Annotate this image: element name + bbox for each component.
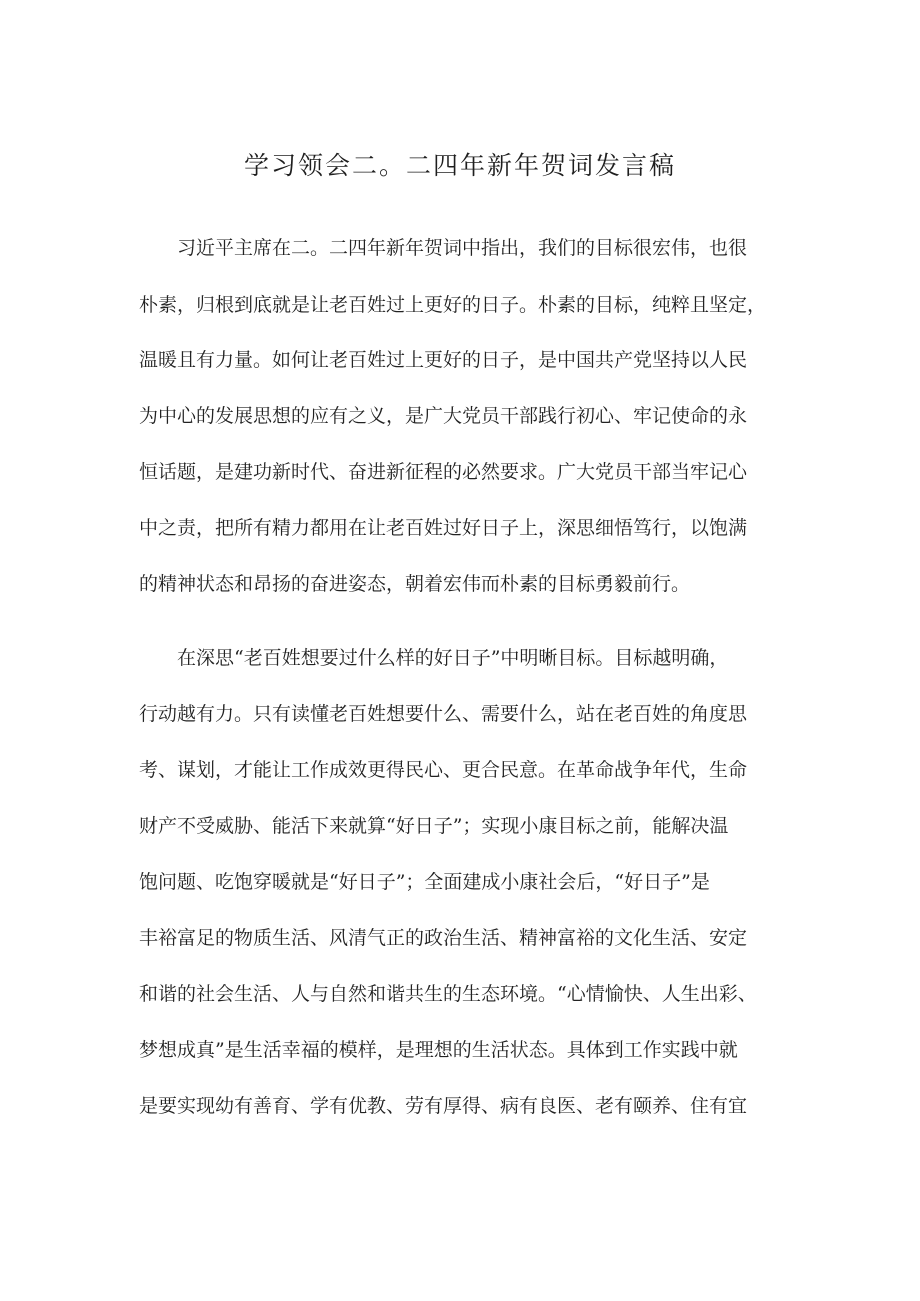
paragraph-2-line-9: 是要实现幼有善育、学有优教、劳有厚得、病有良医、老有颐养、住有宜 xyxy=(139,1095,748,1117)
document-title: 学习领会二。二四年新年贺词发言稿 xyxy=(243,151,676,180)
paragraph-2-line-2: 行动越有力。只有读懂老百姓想要什么、需要什么，站在老百姓的角度思 xyxy=(139,703,748,725)
paragraph-2-line-1: 在深思“老百姓想要过什么样的好日子”中明晰目标。目标越明确， xyxy=(177,647,729,669)
paragraph-2-line-4: 财产不受威胁、能活下来就算“好日子”；实现小康目标之前，能解决温 xyxy=(139,815,729,837)
paragraph-2-line-7: 和谐的社会生活、人与自然和谐共生的生态环境。“心情愉快、人生出彩、 xyxy=(139,983,757,1005)
paragraph-1-line-7: 的精神状态和昂扬的奋进姿态，朝着宏伟而朴素的目标勇毅前行。 xyxy=(139,573,691,595)
paragraph-1-line-3: 温暖且有力量。如何让老百姓过上更好的日子，是中国共产党坚持以人民 xyxy=(139,349,748,371)
paragraph-2-line-8: 梦想成真”是生活幸福的模样，是理想的生活状态。具体到工作实践中就 xyxy=(139,1039,738,1061)
paragraph-1-line-6: 中之责，把所有精力都用在让老百姓过好日子上，深思细悟笃行，以饱满 xyxy=(139,517,748,539)
paragraph-1-line-5: 恒话题，是建功新时代、奋进新征程的必然要求。广大党员干部当牢记心 xyxy=(139,461,748,483)
paragraph-2-line-3: 考、谋划，才能让工作成效更得民心、更合民意。在革命战争年代，生命 xyxy=(139,759,748,781)
paragraph-2-line-6: 丰裕富足的物质生活、风清气正的政治生活、精神富裕的文化生活、安定 xyxy=(139,927,748,949)
paragraph-1-line-2: 朴素，归根到底就是让老百姓过上更好的日子。朴素的目标，纯粹且坚定， xyxy=(139,294,767,316)
paragraph-1-line-4: 为中心的发展思想的应有之义，是广大党员干部践行初心、牢记使命的永 xyxy=(139,405,748,427)
paragraph-2-line-5: 饱问题、吃饱穿暖就是“好日子”；全面建成小康社会后，“好日子”是 xyxy=(139,871,710,893)
paragraph-1-line-1: 习近平主席在二。二四年新年贺词中指出，我们的目标很宏伟，也很 xyxy=(177,237,748,259)
